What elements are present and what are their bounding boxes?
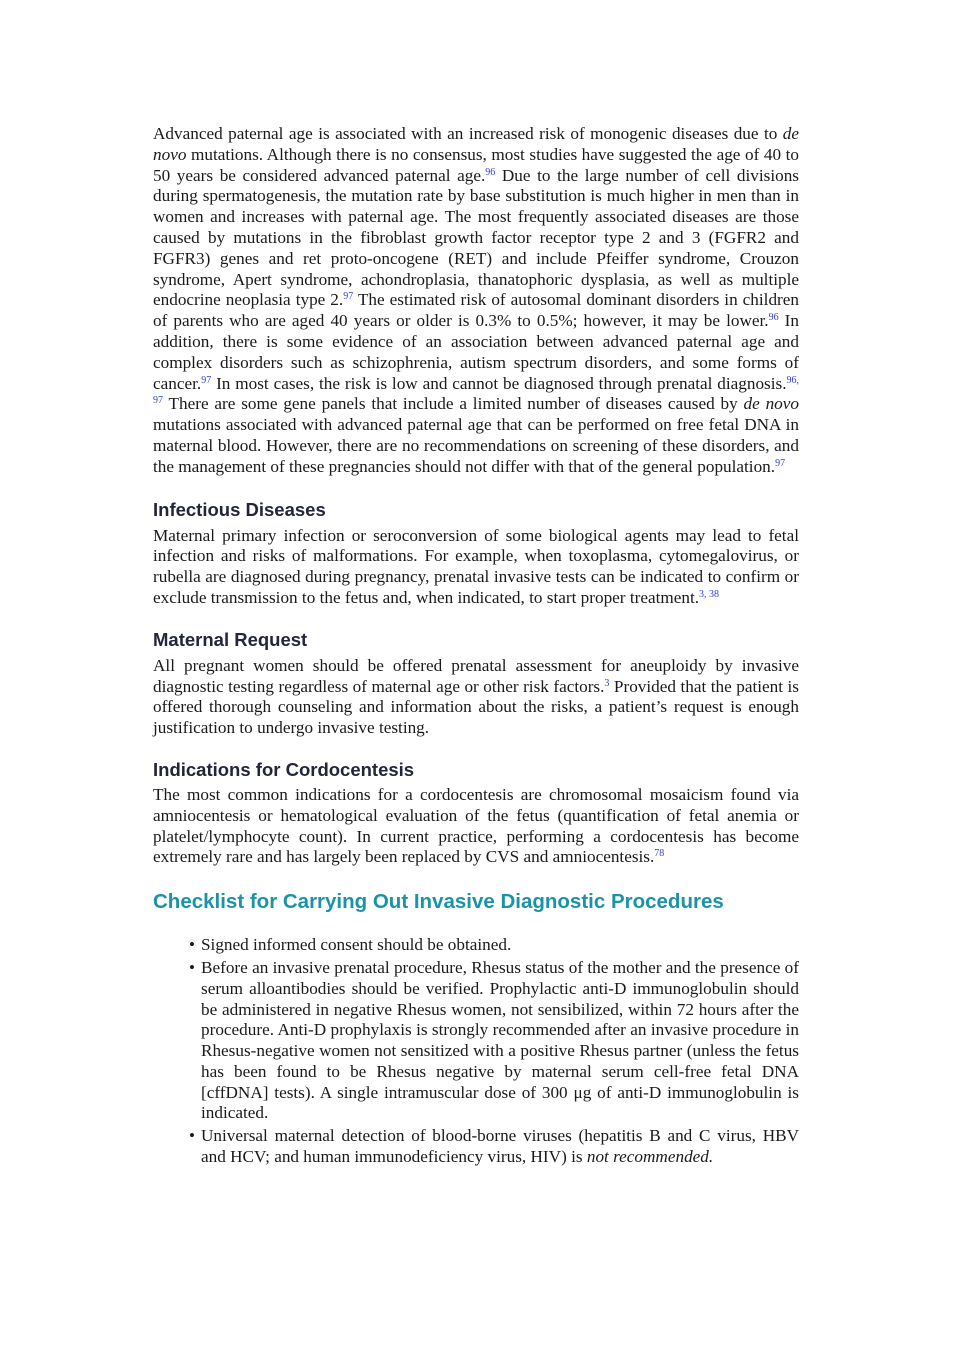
cordocentesis-paragraph: The most common indications for a cordocentesis are chromosomal mosaicism found via amniocentesis or hematological evaluation of the fetus (quantification of fetal anemia or platelet/lymphocyte count). In current practice, performing a cordocentesis has become extremely rare and has largely been replaced by CVS and amniocentesis.$^{78}$: [153, 784, 799, 867]
citation-link[interactable]: 96: [768, 312, 779, 324]
infectious-diseases-paragraph: Maternal primary infection or seroconversion of some biological agents may lead to fetal infection and risks of malformations. For example, when toxoplasma, cytomegalovirus, or rubella are diagnosed during pregnancy, prenatal invasive tests can be indicated to confirm or exclude transmission to the fetus and, when indicated, to start proper treatment.$^{3, 38}$: [153, 525, 799, 607]
emphasis-de-novo: de novo: [743, 394, 799, 414]
checklist-list: [153, 935, 799, 1168]
section-heading-checklist: Checklist for Carrying Out Invasive Diagnostic Procedures: [153, 890, 724, 914]
citation-link[interactable]: 3: [604, 677, 610, 689]
section-heading-maternal-request: Maternal Request: [153, 628, 308, 650]
section-heading-infectious-diseases: Infectious Diseases: [153, 498, 326, 520]
checklist-item-viruses: • Universal maternal detection of blood-borne viruses (hepatitis B and C virus, HBV and HCV; and human immunodeficiency virus, HIV) is not recommended.: [201, 1126, 799, 1168]
checklist-item-rhesus: • Before an invasive prenatal procedure, Rhesus status of the mother and the presence of serum alloantibodies should be verified. Prophylactic anti-D immunoglobulin should be administered in negative Rhesus women, not sensibilized, within 72 hours after the procedure. Anti-D prophylaxis is strongly recommended after an invasive procedure in Rhesus-negative women not sensitized with a positive Rhesus partner (unless the fetus has been found to be Rhesus negative by maternal serum cell-free fetal DNA [cffDNA] tests). A single intramuscular dose of 300 μg of anti-D immunoglobulin is indicated.: [201, 958, 799, 1124]
citation-link[interactable]: 96, 97: [153, 374, 799, 407]
document-page: [153, 124, 799, 1168]
citation-link[interactable]: 97: [343, 291, 354, 303]
section-heading-cordocentesis: Indications for Cordocentesis: [153, 758, 415, 780]
citation-link[interactable]: 78: [654, 848, 665, 860]
citation-link[interactable]: 97: [775, 457, 786, 469]
citation-link[interactable]: 96: [485, 166, 496, 178]
maternal-request-paragraph: All pregnant women should be offered prenatal assessment for aneuploidy by invasive diagnostic testing regardless of maternal age or other risk factors.$^3$ Provided that the patient is offered thorough counseling and information about the risks, a patient’s request is enough justification to undergo invasive testing.: [153, 655, 799, 738]
emphasis-de-novo: de novo: [153, 124, 799, 164]
paternal-age-paragraph: Advanced paternal age is associated with an increased risk of monogenic diseases due to de novo mutations. Although there is no consensus, most studies have suggested the age of 40 to 50 years be considered advanced paternal age.$^{96}$ Due to the large number of cell divisions during spermatogenesis, the mutation rate by base substitution is much higher in men than in women and increases with paternal age. The most frequently associated diseases are those caused by mutations in the fibroblast growth factor receptor type 2 and 3 (FGFR2 and FGFR3) genes and ret proto-oncogene (RET) and include Pfeiffer syndrome, Crouzon syndrome, Apert syndrome, achondroplasia, thanatophoric dysplasia, as well as multiple endocrine neoplasia type 2.97 The estimated risk of autosomal dominant disorders in children of parents who are aged 40 years or older is 0.3% to 0.5%; however, it may be lower.$^{96}$ In addition, there is some evidence of an association between advanced paternal age and complex disorders such as schizophrenia, autism spectrum disorders, and some forms of cancer.$^{97}$ In most cases, the risk is low and cannot be diagnosed through prenatal diagnosis.$^{96, 97}$ There are some gene panels that include a limited number of diseases caused by de novo mutations associated with advanced paternal age that can be performed on free fetal DNA in maternal blood. However, there are no recommendations on screening of these disorders, and the management of these pregnancies should not differ with that of the general population.$^{97}$: [153, 124, 799, 476]
emphasis-not-recommended: not recommended.: [586, 1147, 714, 1167]
citation-link[interactable]: 3, 38: [699, 588, 720, 600]
citation-link[interactable]: 97: [201, 374, 212, 386]
checklist-item-consent: • Signed informed consent should be obtained.: [201, 935, 799, 956]
